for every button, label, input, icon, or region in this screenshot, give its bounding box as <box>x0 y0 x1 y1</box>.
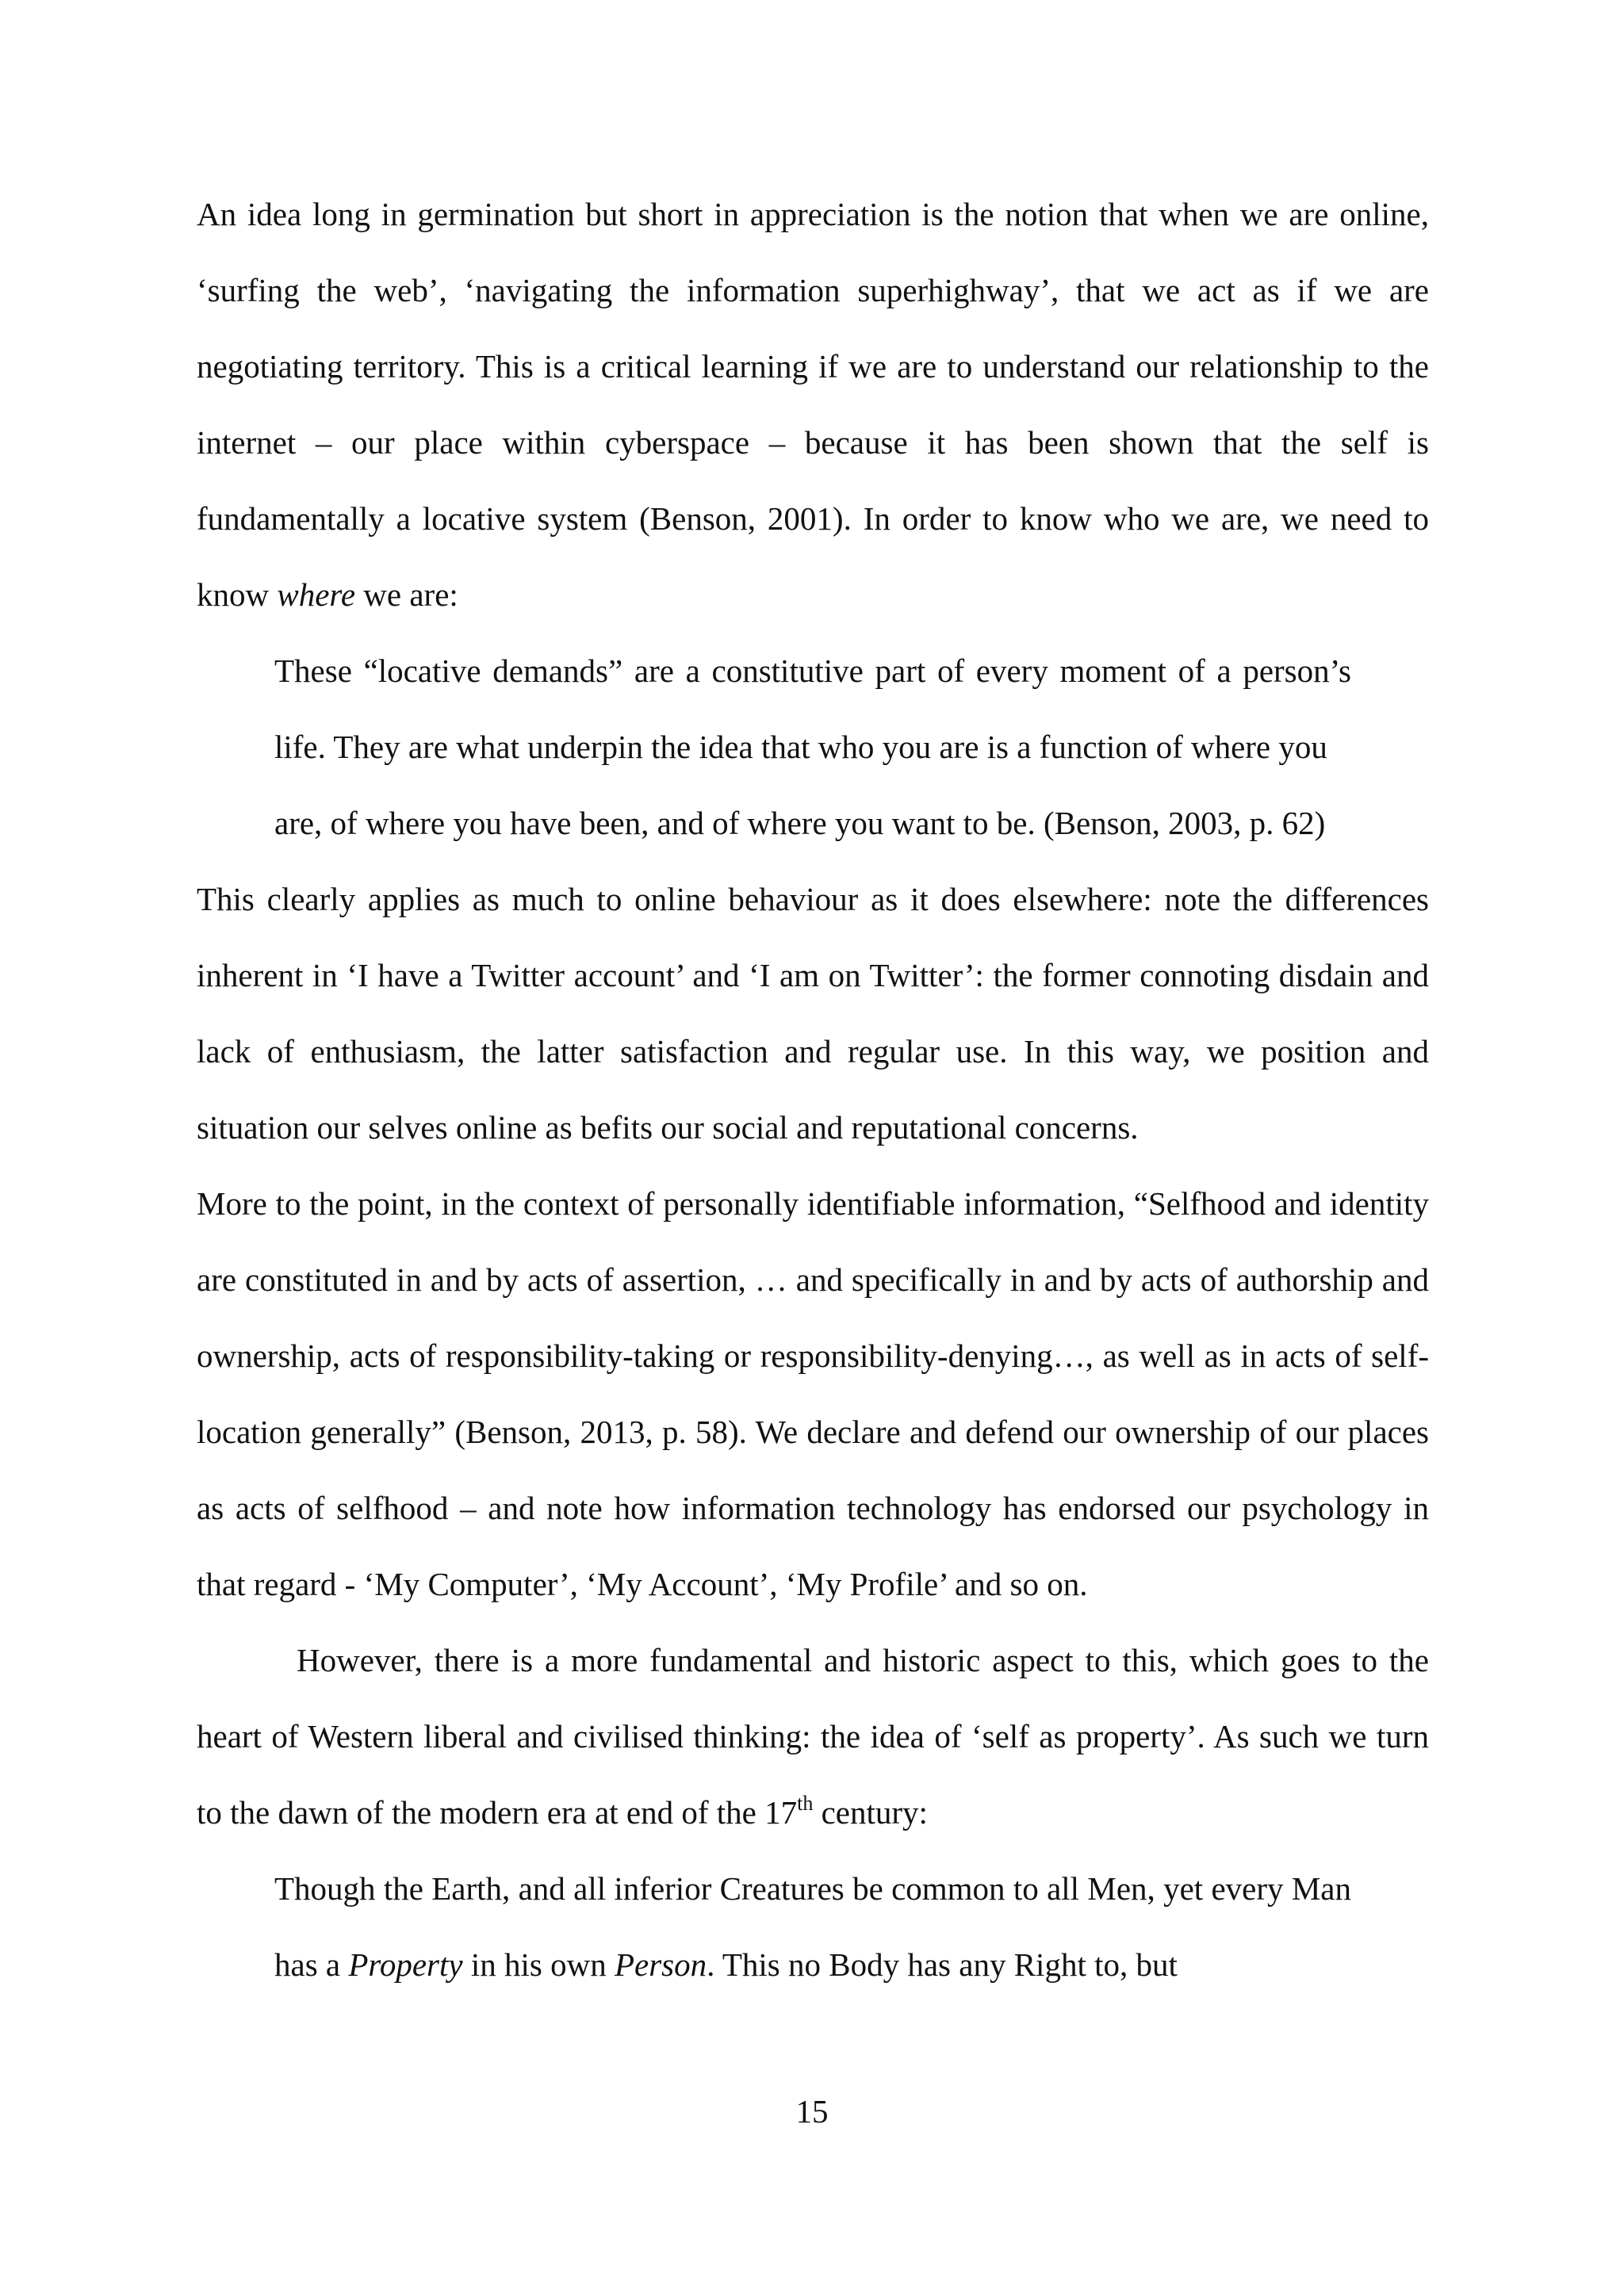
block-quote-1 <box>197 633 1429 861</box>
block-quote-2-text-middle: in his own <box>462 1946 615 1983</box>
paragraph-4 <box>197 1622 1429 1850</box>
page-number: 15 <box>795 2093 829 2130</box>
block-quote-1-last-line: are, of where you have been, and of where you want to be. (Benson, 2003, p. 62) <box>274 805 1326 841</box>
block-quote-2 <box>274 1850 1351 2003</box>
paragraph-1 <box>197 176 1429 633</box>
block-quote-2-text-end: . This no Body has any Right to, but <box>707 1946 1178 1983</box>
paragraph-1-italic: where <box>277 576 356 613</box>
ordinal-superscript: th <box>797 1792 814 1815</box>
paragraph-1-text-end: we are: <box>355 576 458 613</box>
block-quote-2-italic-person: Person <box>614 1946 707 1983</box>
paragraph-1-text: An idea long in germination but short in appreciation is the notion that when we are online, ‘surfing the web’, ‘navigating the information superhighway’, that we act as if we are negotiating territory. This is a critical learning if we are to understand our relationship to the internet – our place within cyberspace – because it has been shown that the self is fundamentally a locative system (Benson, 2001). In order to know who we are, we need to know <box>197 196 1429 613</box>
block-quote-2-italic-property: Property <box>348 1946 463 1983</box>
paragraph-4-text: However, there is a more fundamental and historic aspect to this, which goes to the heart of Western liberal and civilised thinking: the idea of ‘self as property’. As such we turn to the dawn of the modern era at end of the 17 <box>197 1642 1429 1831</box>
paragraph-3: More to the point, in the context of personally identifiable information, “Selfhood and identity are constituted in and by acts of assertion, … and specifically in and by acts of authorship and ownership, acts of responsibility-taking or responsibility-denying…, as well as in acts of self-location generally” (Benson, 2013, p. 58). We declare and defend our ownership of our places as acts of selfhood – and note how information technology has endorsed our psychology in that regard - ‘My Computer’, ‘My Account’, ‘My Profile’ and so on. <box>197 1185 1429 1602</box>
paragraph-4-text-end: century: <box>813 1794 928 1831</box>
body-text <box>197 176 1429 2003</box>
paragraph-2: This clearly applies as much to online behaviour as it does elsewhere: note the differences inherent in ‘I have a Twitter account’ and ‘I am on Twitter’: the former connoting disdain and lack of enthusiasm, the latter satisfaction and regular use. In this way, we position and situation our selves online as befits our social and reputational concerns. <box>197 881 1429 1146</box>
block-quote-2-text: Though the Earth, and all inferior Creatures be common to all Men, yet every Man has a <box>274 1870 1351 1983</box>
block-quote-1-lines: These “locative demands” are a constitutive part of every moment of a person’s life. They are what underpin the idea that who you are is a function of where you <box>274 652 1351 765</box>
